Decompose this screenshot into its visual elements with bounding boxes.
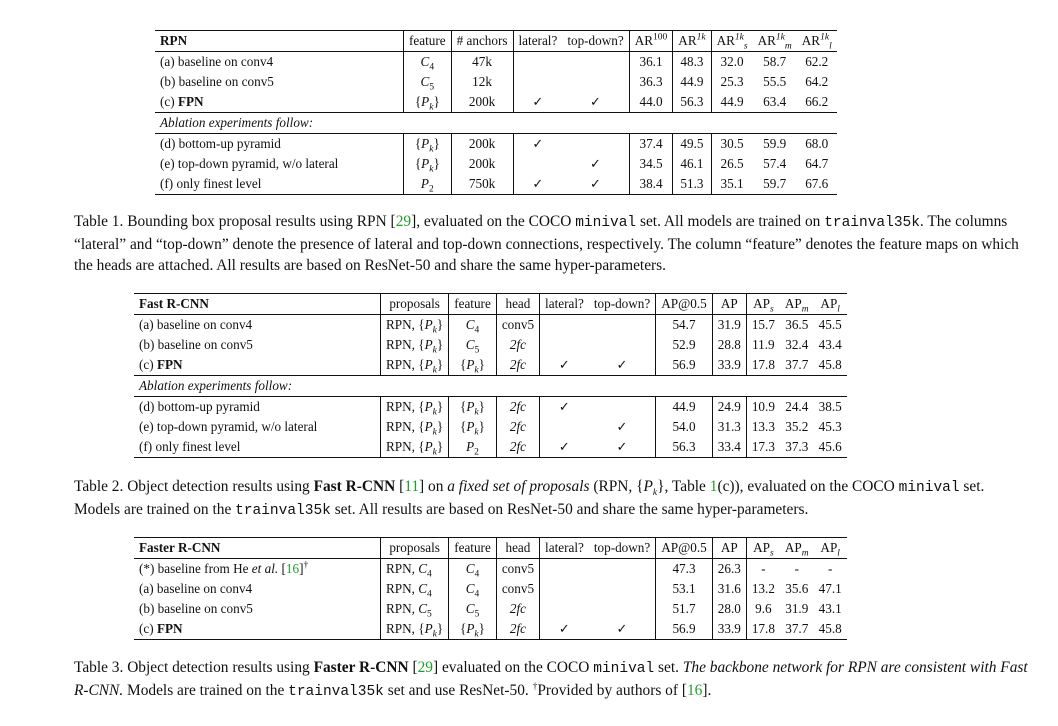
cell-value: 56.3 xyxy=(656,437,713,458)
cell-topdown: ✓ xyxy=(589,156,602,171)
caption-text: Models are trained on the xyxy=(123,682,289,699)
ablation-label: Ablation experiments follow: xyxy=(155,113,837,134)
cell-value: 47.3 xyxy=(656,559,713,580)
cell-topdown: ✓ xyxy=(616,419,628,434)
table-row xyxy=(134,335,847,355)
header-ar1k-small: $AR^{1k}_s$ xyxy=(711,31,753,52)
cell-feature: $\{P_k\}$ xyxy=(404,134,452,155)
table-row xyxy=(134,355,847,376)
header-proposals: proposals xyxy=(381,294,449,315)
cell-value: 45.8 xyxy=(818,357,842,372)
table-row xyxy=(155,174,837,195)
caption-mono: minival xyxy=(575,215,637,231)
caption-text: set and use ResNet-50. xyxy=(383,682,533,699)
cell-value: 24.4 xyxy=(780,397,814,418)
cell-topdown: ✓ xyxy=(589,619,656,640)
table-row xyxy=(155,92,837,113)
table-row xyxy=(134,437,847,458)
cell-proposals: RPN, $\{P_k\}$ xyxy=(381,417,449,437)
row-name: (b) baseline on conv5 xyxy=(139,601,253,616)
cell-value: 37.7 xyxy=(780,619,814,640)
cell-proposals: RPN, $\{P_k\}$ xyxy=(381,619,449,640)
header-fast-rcnn: Fast R-CNN xyxy=(134,294,381,315)
cell-proposals: RPN, $\{P_k\}$ xyxy=(381,355,449,376)
caption-text: set. All results are based on ResNet-50 and share the same hyper-parameters. xyxy=(330,501,809,518)
cell-value: 36.3 xyxy=(629,72,673,92)
cell-value: - xyxy=(827,561,833,576)
citation-link[interactable]: 29 xyxy=(417,659,433,676)
cell-feature: $C_5$ xyxy=(449,599,497,619)
cell-lateral xyxy=(540,599,589,619)
cell-value: 66.2 xyxy=(805,94,829,109)
cell-lateral: ✓ xyxy=(513,92,562,113)
cell-topdown: ✓ xyxy=(562,174,629,195)
header-feature: feature xyxy=(449,294,497,315)
ablation-label: Ablation experiments follow: xyxy=(134,376,847,397)
cell-value: 13.3 xyxy=(746,417,780,437)
cell-topdown xyxy=(589,315,656,336)
cell-value: 58.7 xyxy=(763,54,787,69)
header-ap-small: $AP_s$ xyxy=(746,294,780,315)
cell-value: 51.7 xyxy=(656,599,713,619)
row-name: (c) FPN xyxy=(160,94,204,109)
header-topdown: top-down? xyxy=(589,538,656,559)
caption-text: Provided by authors of [ xyxy=(537,682,687,699)
caption-text: on xyxy=(424,478,448,495)
table-row xyxy=(134,315,847,336)
cell-value: 31.3 xyxy=(712,417,746,437)
cell-value: 44.9 xyxy=(656,397,713,418)
cell-feature: $\{P_k\}$ xyxy=(449,397,497,418)
cell-topdown xyxy=(589,579,656,599)
cell-value: 34.5 xyxy=(629,154,673,174)
cell-value: 35.6 xyxy=(785,581,809,596)
cell-lateral: ✓ xyxy=(513,134,562,155)
cell-value: 44.0 xyxy=(629,92,673,113)
cell-value: 52.9 xyxy=(656,335,713,355)
header-feature: feature xyxy=(449,538,497,559)
cell-feature: $\{P_k\}$ xyxy=(449,619,497,640)
cell-topdown xyxy=(589,559,656,580)
cell-feature: $\{P_k\}$ xyxy=(404,154,452,174)
cell-value: 43.4 xyxy=(818,337,842,352)
cell-value: 10.9 xyxy=(746,397,780,418)
cell-value: 33.9 xyxy=(712,619,746,640)
cell-head: 2fc xyxy=(496,355,539,376)
cell-value: 67.6 xyxy=(797,174,837,195)
cell-value: 30.5 xyxy=(711,134,753,155)
row-name: (e) top-down pyramid, w/o lateral xyxy=(160,156,339,171)
table-row xyxy=(134,559,847,580)
cell-value: 48.3 xyxy=(673,52,711,73)
row-name: (a) baseline on conv4 xyxy=(139,317,253,332)
cell-value: 56.9 xyxy=(656,355,713,376)
citation-link[interactable]: 1 xyxy=(709,478,718,495)
cell-feature: $C_4$ xyxy=(449,559,497,580)
caption-text: ], evaluated on the COCO xyxy=(411,213,576,230)
cell-head: conv5 xyxy=(496,315,539,336)
cell-proposals: RPN, $\{P_k\}$ xyxy=(381,335,449,355)
header-lateral: lateral? xyxy=(540,294,589,315)
cell-value: 62.2 xyxy=(805,54,829,69)
cell-anchors: 200k xyxy=(451,92,513,113)
table-2-caption: Table 2. Object detection results using Fast R-CNN [11] on a fixed set of proposals (RPN, $\{P_k\}$, Table 1(c)), evaluated on the COCO minival set. Models are trained on the trainval35k set. All results are based on ResNet-50 and share the same hyper-parameters. xyxy=(74,478,985,519)
table-1-caption xyxy=(74,211,1034,276)
cell-anchors: 750k xyxy=(451,174,513,195)
cell-value: 63.4 xyxy=(763,94,787,109)
cell-feature: $C_4$ xyxy=(449,315,497,336)
cell-topdown xyxy=(589,335,656,355)
header-ap-large: $AP_l$ xyxy=(814,538,847,559)
header-head: head xyxy=(496,538,539,559)
row-name: (*) baseline from He et al. [16]† xyxy=(139,560,309,576)
cell-value: 37.3 xyxy=(780,437,814,458)
cell-value: 28.0 xyxy=(712,599,746,619)
cell-value: 13.2 xyxy=(746,579,780,599)
cell-value: 51.3 xyxy=(673,174,711,195)
cell-head: 2fc xyxy=(496,335,539,355)
table-header-row xyxy=(155,31,837,52)
cell-value: 55.5 xyxy=(763,74,787,89)
citation-link[interactable]: 29 xyxy=(395,213,412,230)
cell-proposals: RPN, $\{P_k\}$ xyxy=(381,397,449,418)
table-3-caption: Table 3. Object detection results using Faster R-CNN [29] evaluated on the COCO minival set. The backbone network for RPN are consistent with Fast R-CNN. Models are trained on the trainval35k set and use ResNet-50. †Provided by authors of [16]. xyxy=(74,659,1028,700)
cell-topdown xyxy=(562,134,629,155)
cell-lateral xyxy=(540,335,589,355)
cell-value: 49.5 xyxy=(673,134,711,155)
cell-value: 31.9 xyxy=(785,601,809,616)
cell-head: conv5 xyxy=(496,559,539,580)
header-proposals: proposals xyxy=(381,538,449,559)
cell-feature: $C_5$ xyxy=(449,335,497,355)
cell-feature: $\{P_k\}$ xyxy=(404,92,452,113)
caption-text: Table 2. Object detection results using xyxy=(74,478,314,495)
cell-topdown xyxy=(589,397,656,418)
caption-text: Table 1. Bounding box proposal results using RPN [ xyxy=(74,213,396,230)
cell-proposals: RPN, $\{P_k\}$ xyxy=(381,315,449,336)
citation-link[interactable]: 11 xyxy=(404,478,420,495)
caption-text: . The columns “lateral” and “top-down” denote the presence of lateral and top-down connections, respectively. The column “feature” denotes the feature maps on which the heads are attached. All results are based on ResNet-50 and share the same hyper-parameters. xyxy=(74,213,1019,274)
table-row xyxy=(134,376,847,397)
cell-feature: $\{P_k\}$ xyxy=(449,355,497,376)
cell-proposals: RPN, $C_4$ xyxy=(381,559,449,580)
row-name: (a) baseline on conv4 xyxy=(160,54,274,69)
cell-lateral xyxy=(513,154,562,174)
cell-value: 15.7 xyxy=(746,315,780,336)
header-rpn: RPN xyxy=(155,31,404,52)
table-row xyxy=(134,619,847,640)
cell-value: 44.9 xyxy=(711,92,753,113)
header-faster-rcnn: Faster R-CNN xyxy=(134,538,381,559)
cell-value: 54.0 xyxy=(656,417,713,437)
cell-lateral: ✓ xyxy=(540,437,589,458)
row-name: (f) only finest level xyxy=(155,174,404,195)
caption-mono: trainval35k xyxy=(824,215,920,231)
row-name: (a) baseline on conv4 xyxy=(139,581,253,596)
header-ap-small: $AP_s$ xyxy=(746,538,780,559)
cell-head: 2fc xyxy=(496,619,539,640)
cell-head: 2fc xyxy=(496,599,539,619)
cell-lateral xyxy=(540,559,589,580)
table-row xyxy=(155,52,837,73)
cell-value: 45.6 xyxy=(814,437,847,458)
cell-value: 46.1 xyxy=(673,154,711,174)
cell-value: 68.0 xyxy=(797,134,837,155)
cell-proposals: RPN, $C_5$ xyxy=(381,599,449,619)
header-ar1k-medium: $AR^{1k}_m$ xyxy=(753,31,797,52)
cell-anchors: 47k xyxy=(451,52,513,73)
header-ap50: AP@0.5 xyxy=(656,538,713,559)
cell-value: 35.2 xyxy=(785,419,809,434)
cell-value: 26.3 xyxy=(712,559,746,580)
cell-head: 2fc xyxy=(496,417,539,437)
caption-italic: The backbone network for RPN are consistent with Fast R-CNN. xyxy=(74,659,1028,699)
table-row xyxy=(134,579,847,599)
cell-value: 25.3 xyxy=(711,72,753,92)
row-name: (b) baseline on conv5 xyxy=(160,74,274,89)
cell-lateral xyxy=(513,52,562,73)
header-topdown: top-down? xyxy=(589,294,656,315)
table-row xyxy=(155,113,837,134)
cell-value: - xyxy=(746,559,780,580)
caption-text: set. All models are trained on xyxy=(636,213,825,230)
cell-topdown xyxy=(562,52,629,73)
cell-lateral: ✓ xyxy=(513,174,562,195)
caption-text: evaluated on the COCO xyxy=(438,659,594,676)
table-row xyxy=(155,154,837,174)
cell-value: 37.4 xyxy=(629,134,673,155)
table-row xyxy=(155,72,837,92)
header-lateral: lateral? xyxy=(540,538,589,559)
cell-value: 53.1 xyxy=(656,579,713,599)
cell-lateral: ✓ xyxy=(540,355,589,376)
cell-value: 57.4 xyxy=(763,156,787,171)
cell-lateral xyxy=(513,72,562,92)
cell-feature: $C_4$ xyxy=(449,579,497,599)
cell-feature: $C_5$ xyxy=(404,72,452,92)
cell-value: 31.9 xyxy=(712,315,746,336)
cell-value: 36.5 xyxy=(785,317,809,332)
header-feature: feature xyxy=(404,31,452,52)
header-anchors: # anchors xyxy=(451,31,513,52)
header-ap-medium: $AP_m$ xyxy=(780,538,814,559)
cell-feature: $C_4$ xyxy=(404,52,452,73)
cell-lateral xyxy=(540,579,589,599)
caption-mono: trainval35k xyxy=(235,503,331,519)
cell-value: 45.5 xyxy=(818,317,842,332)
cell-value: 33.4 xyxy=(712,437,746,458)
cell-value: 28.8 xyxy=(712,335,746,355)
header-ap: AP xyxy=(712,294,746,315)
citation-link[interactable]: 16 xyxy=(686,682,703,699)
row-name: (e) top-down pyramid, w/o lateral xyxy=(139,419,318,434)
table-2-fast-rcnn xyxy=(134,293,847,458)
cell-value: 45.8 xyxy=(814,619,847,640)
cell-head: conv5 xyxy=(496,579,539,599)
caption-text: Table 3. Object detection results using xyxy=(74,659,314,676)
cell-topdown: ✓ xyxy=(589,94,602,109)
cell-proposals: RPN, $\{P_k\}$ xyxy=(381,437,449,458)
cell-topdown xyxy=(589,599,656,619)
caption-mono: trainval35k xyxy=(288,684,384,700)
cell-value: 17.3 xyxy=(746,437,780,458)
cell-value: 54.7 xyxy=(656,315,713,336)
cell-value: 59.9 xyxy=(753,134,797,155)
caption-mono: minival xyxy=(593,661,655,677)
cell-value: 64.7 xyxy=(805,156,829,171)
table-row xyxy=(134,417,847,437)
caption-text: ]. xyxy=(702,682,712,699)
cell-proposals: RPN, $C_4$ xyxy=(381,579,449,599)
cell-value: 38.5 xyxy=(814,397,847,418)
header-ar1k-large: $AR^{1k}_l$ xyxy=(797,31,837,52)
caption-mono: minival xyxy=(898,480,960,496)
cell-value: 33.9 xyxy=(712,355,746,376)
cell-value: 24.9 xyxy=(712,397,746,418)
row-name: (d) bottom-up pyramid xyxy=(155,134,404,155)
header-ap-large: $AP_l$ xyxy=(814,294,847,315)
header-ap-medium: $AP_m$ xyxy=(780,294,814,315)
cell-topdown: ✓ xyxy=(589,437,656,458)
cell-value: 64.2 xyxy=(805,74,829,89)
cell-value: 35.1 xyxy=(711,174,753,195)
cell-value: 11.9 xyxy=(746,335,780,355)
header-head: head xyxy=(496,294,539,315)
table-row xyxy=(134,397,847,418)
row-name: (b) baseline on conv5 xyxy=(139,337,253,352)
cell-anchors: 200k xyxy=(451,154,513,174)
cell-value: - xyxy=(794,561,799,576)
caption-text: set. xyxy=(654,659,683,676)
cell-value: 32.0 xyxy=(711,52,753,73)
header-ar100: AR$^{100}$ xyxy=(629,31,673,52)
cell-value: 56.3 xyxy=(673,92,711,113)
cell-value: 47.1 xyxy=(818,581,842,596)
row-name: (c) FPN xyxy=(139,357,183,372)
cell-value: 17.8 xyxy=(746,619,780,640)
header-ap50: AP@0.5 xyxy=(656,294,713,315)
caption-bold: Fast R-CNN xyxy=(313,478,396,495)
header-ar1k: $AR^{1k}$ xyxy=(673,31,711,52)
table-header-row xyxy=(134,538,847,559)
cell-value: 38.4 xyxy=(629,174,673,195)
table-3-faster-rcnn xyxy=(134,537,847,640)
cell-feature: $P_2$ xyxy=(449,437,497,458)
caption-italic: a fixed set of proposals xyxy=(447,478,590,495)
cell-anchors: 12k xyxy=(451,72,513,92)
caption-text: set. Models are trained on the xyxy=(74,478,985,518)
cell-lateral: ✓ xyxy=(540,619,589,640)
cell-value: 56.9 xyxy=(656,619,713,640)
row-name: (d) bottom-up pyramid xyxy=(134,397,381,418)
cell-value: 44.9 xyxy=(673,72,711,92)
cell-lateral xyxy=(540,417,589,437)
cell-feature: $P_2$ xyxy=(404,174,452,195)
header-topdown: top-down? xyxy=(562,31,629,52)
cell-value: 59.7 xyxy=(753,174,797,195)
cell-feature: $\{P_k\}$ xyxy=(449,417,497,437)
cell-value: 45.3 xyxy=(818,419,842,434)
row-name: (c) FPN xyxy=(134,619,381,640)
cell-value: 37.7 xyxy=(785,357,809,372)
caption-bold: Faster R-CNN xyxy=(313,659,409,676)
cell-value: 43.1 xyxy=(818,601,842,616)
header-ap: AP xyxy=(712,538,746,559)
cell-head: 2fc xyxy=(496,437,539,458)
row-name: (f) only finest level xyxy=(134,437,381,458)
cell-value: 17.8 xyxy=(746,355,780,376)
caption-text: (c)), evaluated on the COCO xyxy=(717,478,899,495)
caption-text: (RPN, $\{P_k\}$, Table xyxy=(589,478,710,499)
cell-value: 26.5 xyxy=(711,154,753,174)
cell-value: 9.6 xyxy=(746,599,780,619)
table-header-row xyxy=(134,294,847,315)
cell-lateral xyxy=(540,315,589,336)
cell-value: 36.1 xyxy=(629,52,673,73)
header-lateral: lateral? xyxy=(513,31,562,52)
cell-topdown: ✓ xyxy=(616,357,628,372)
cell-anchors: 200k xyxy=(451,134,513,155)
table-1-rpn xyxy=(155,30,837,195)
cell-lateral: ✓ xyxy=(540,397,589,418)
cell-head: 2fc xyxy=(496,397,539,418)
cell-value: 31.6 xyxy=(712,579,746,599)
table-row xyxy=(155,134,837,155)
cell-topdown xyxy=(562,72,629,92)
cell-value: 32.4 xyxy=(785,337,809,352)
table-row xyxy=(134,599,847,619)
